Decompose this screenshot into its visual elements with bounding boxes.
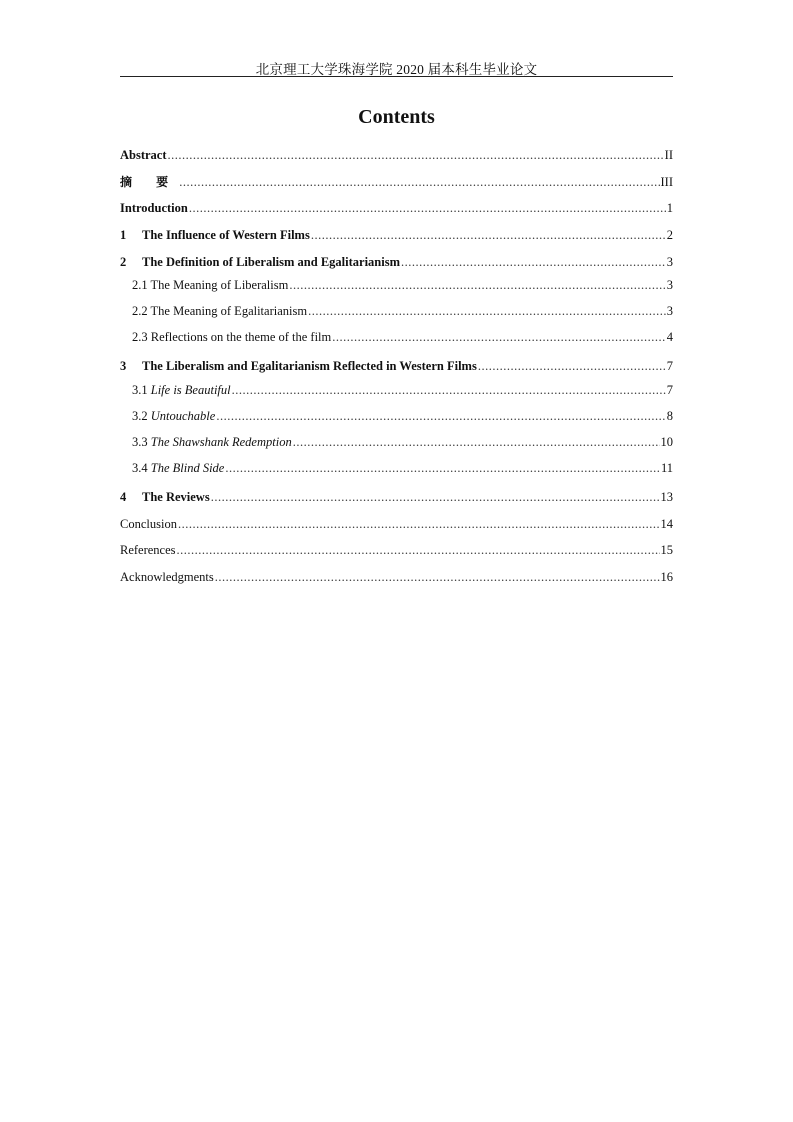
toc-entry-page: 13 xyxy=(660,490,673,504)
toc-entry-title: The Shawshank Redemption xyxy=(150,435,292,449)
toc-entry-label xyxy=(132,433,292,451)
toc-entry-page: II xyxy=(664,148,673,162)
toc-entry-page: 3 xyxy=(666,304,673,318)
toc-entry-title: References xyxy=(120,543,176,557)
toc-entry-page: 15 xyxy=(660,543,673,557)
toc-entry[interactable] xyxy=(132,459,673,477)
toc-entry[interactable] xyxy=(120,226,673,244)
toc-entry-label xyxy=(132,381,231,399)
toc-entry-page: 2 xyxy=(666,228,673,242)
toc-dot-leader xyxy=(332,328,665,346)
toc-dot-leader xyxy=(216,407,665,425)
toc-entry-number: 3.4 xyxy=(132,461,148,475)
toc-dot-leader xyxy=(177,541,660,559)
toc-entry-title: Introduction xyxy=(120,201,188,215)
toc-entry[interactable] xyxy=(132,328,673,346)
toc-entry-title: 摘 要 xyxy=(120,175,179,189)
toc-entry-title: The Liberalism and Egalitarianism Reflected in Western Films xyxy=(142,359,477,373)
toc-entry-label xyxy=(120,488,210,506)
toc-entry-title: The Definition of Liberalism and Egalitarianism xyxy=(142,255,401,269)
toc-entry-page: 16 xyxy=(660,570,673,584)
toc-entry-title: Abstract xyxy=(120,148,167,162)
toc-entry[interactable] xyxy=(120,568,673,586)
toc-entry-label xyxy=(120,515,177,533)
toc-entry-label xyxy=(120,146,167,164)
toc-entry-title: 2.1 The Meaning of Liberalism xyxy=(132,278,289,292)
toc-dot-leader xyxy=(179,173,659,191)
running-header: 北京理工大学珠海学院 2020 届本科生毕业论文 xyxy=(255,62,538,77)
toc-entry[interactable] xyxy=(120,541,673,559)
toc-entry-title: Conclusion xyxy=(120,517,177,531)
toc-entry-label xyxy=(132,459,224,477)
toc-entry-title: 2.2 The Meaning of Egalitarianism xyxy=(132,304,308,318)
toc-entry-page: 1 xyxy=(666,201,673,215)
toc-entry-label xyxy=(132,302,307,320)
toc-dot-leader xyxy=(225,459,660,477)
toc-entry-title: Acknowledgments xyxy=(120,570,214,584)
toc-entry-label xyxy=(120,226,310,244)
toc-dot-leader xyxy=(189,199,666,217)
toc-entry-page: 10 xyxy=(660,435,673,449)
toc-entry-label xyxy=(132,328,331,346)
toc-entry-title: Life is Beautiful xyxy=(150,383,231,397)
toc-entry-number: 3 xyxy=(120,359,127,373)
toc-entry-title: The Influence of Western Films xyxy=(142,228,310,242)
toc-entry-page: 3 xyxy=(666,255,673,269)
toc-entry-label xyxy=(132,276,288,294)
toc-entry-page: 3 xyxy=(666,278,673,292)
toc-dot-leader xyxy=(308,302,666,320)
toc-entry-page: 7 xyxy=(666,383,673,397)
toc-entry[interactable] xyxy=(120,515,673,533)
toc-entry[interactable] xyxy=(120,199,673,217)
toc-entry-page: 14 xyxy=(660,517,673,531)
toc-dot-leader xyxy=(211,488,660,506)
toc-entry[interactable] xyxy=(120,357,673,375)
toc-dot-leader xyxy=(401,253,666,271)
toc-entry-number: 3.2 xyxy=(132,409,148,423)
toc-entry[interactable] xyxy=(132,381,673,399)
toc-entry[interactable] xyxy=(132,276,673,294)
toc-entry-label xyxy=(120,541,176,559)
toc-entry-title: 2.3 Reflections on the theme of the film xyxy=(132,330,332,344)
toc-dot-leader xyxy=(232,381,666,399)
toc-entry-number: 3.1 xyxy=(132,383,148,397)
toc-entry-page: III xyxy=(660,175,673,189)
toc-entry[interactable] xyxy=(120,253,673,271)
toc-entry-title: The Blind Side xyxy=(150,461,225,475)
toc-dot-leader xyxy=(293,433,660,451)
toc-entry-page: 4 xyxy=(666,330,673,344)
toc-entry-title: Untouchable xyxy=(150,409,216,423)
toc-entry-page: 7 xyxy=(666,359,673,373)
toc-entry-number: 4 xyxy=(120,490,127,504)
toc-entry[interactable] xyxy=(120,146,673,164)
toc-entry[interactable] xyxy=(132,302,673,320)
toc-entry-number: 2 xyxy=(120,255,127,269)
toc-entry-label xyxy=(120,173,178,191)
toc-entry-page: 8 xyxy=(666,409,673,423)
toc-entry-label xyxy=(120,199,188,217)
toc-entry-number: 3.3 xyxy=(132,435,148,449)
toc-entry-label xyxy=(120,568,214,586)
toc-dot-leader xyxy=(215,568,660,586)
toc-dot-leader xyxy=(289,276,665,294)
toc-entry-label xyxy=(120,253,400,271)
toc-dot-leader xyxy=(478,357,666,375)
toc-entry-label xyxy=(132,407,215,425)
toc-entry[interactable] xyxy=(132,407,673,425)
toc-dot-leader xyxy=(311,226,666,244)
toc-entry-label xyxy=(120,357,477,375)
toc-dot-leader xyxy=(178,515,660,533)
toc-entry-page: 11 xyxy=(660,461,673,475)
toc-entry[interactable] xyxy=(132,433,673,451)
toc-entry[interactable] xyxy=(120,488,673,506)
toc-entry-title: The Reviews xyxy=(142,490,210,504)
toc-entry[interactable] xyxy=(120,173,673,191)
toc-dot-leader xyxy=(168,146,664,164)
header-rule xyxy=(120,76,673,77)
toc-entry-number: 1 xyxy=(120,228,127,242)
page-title: Contents xyxy=(358,106,435,128)
